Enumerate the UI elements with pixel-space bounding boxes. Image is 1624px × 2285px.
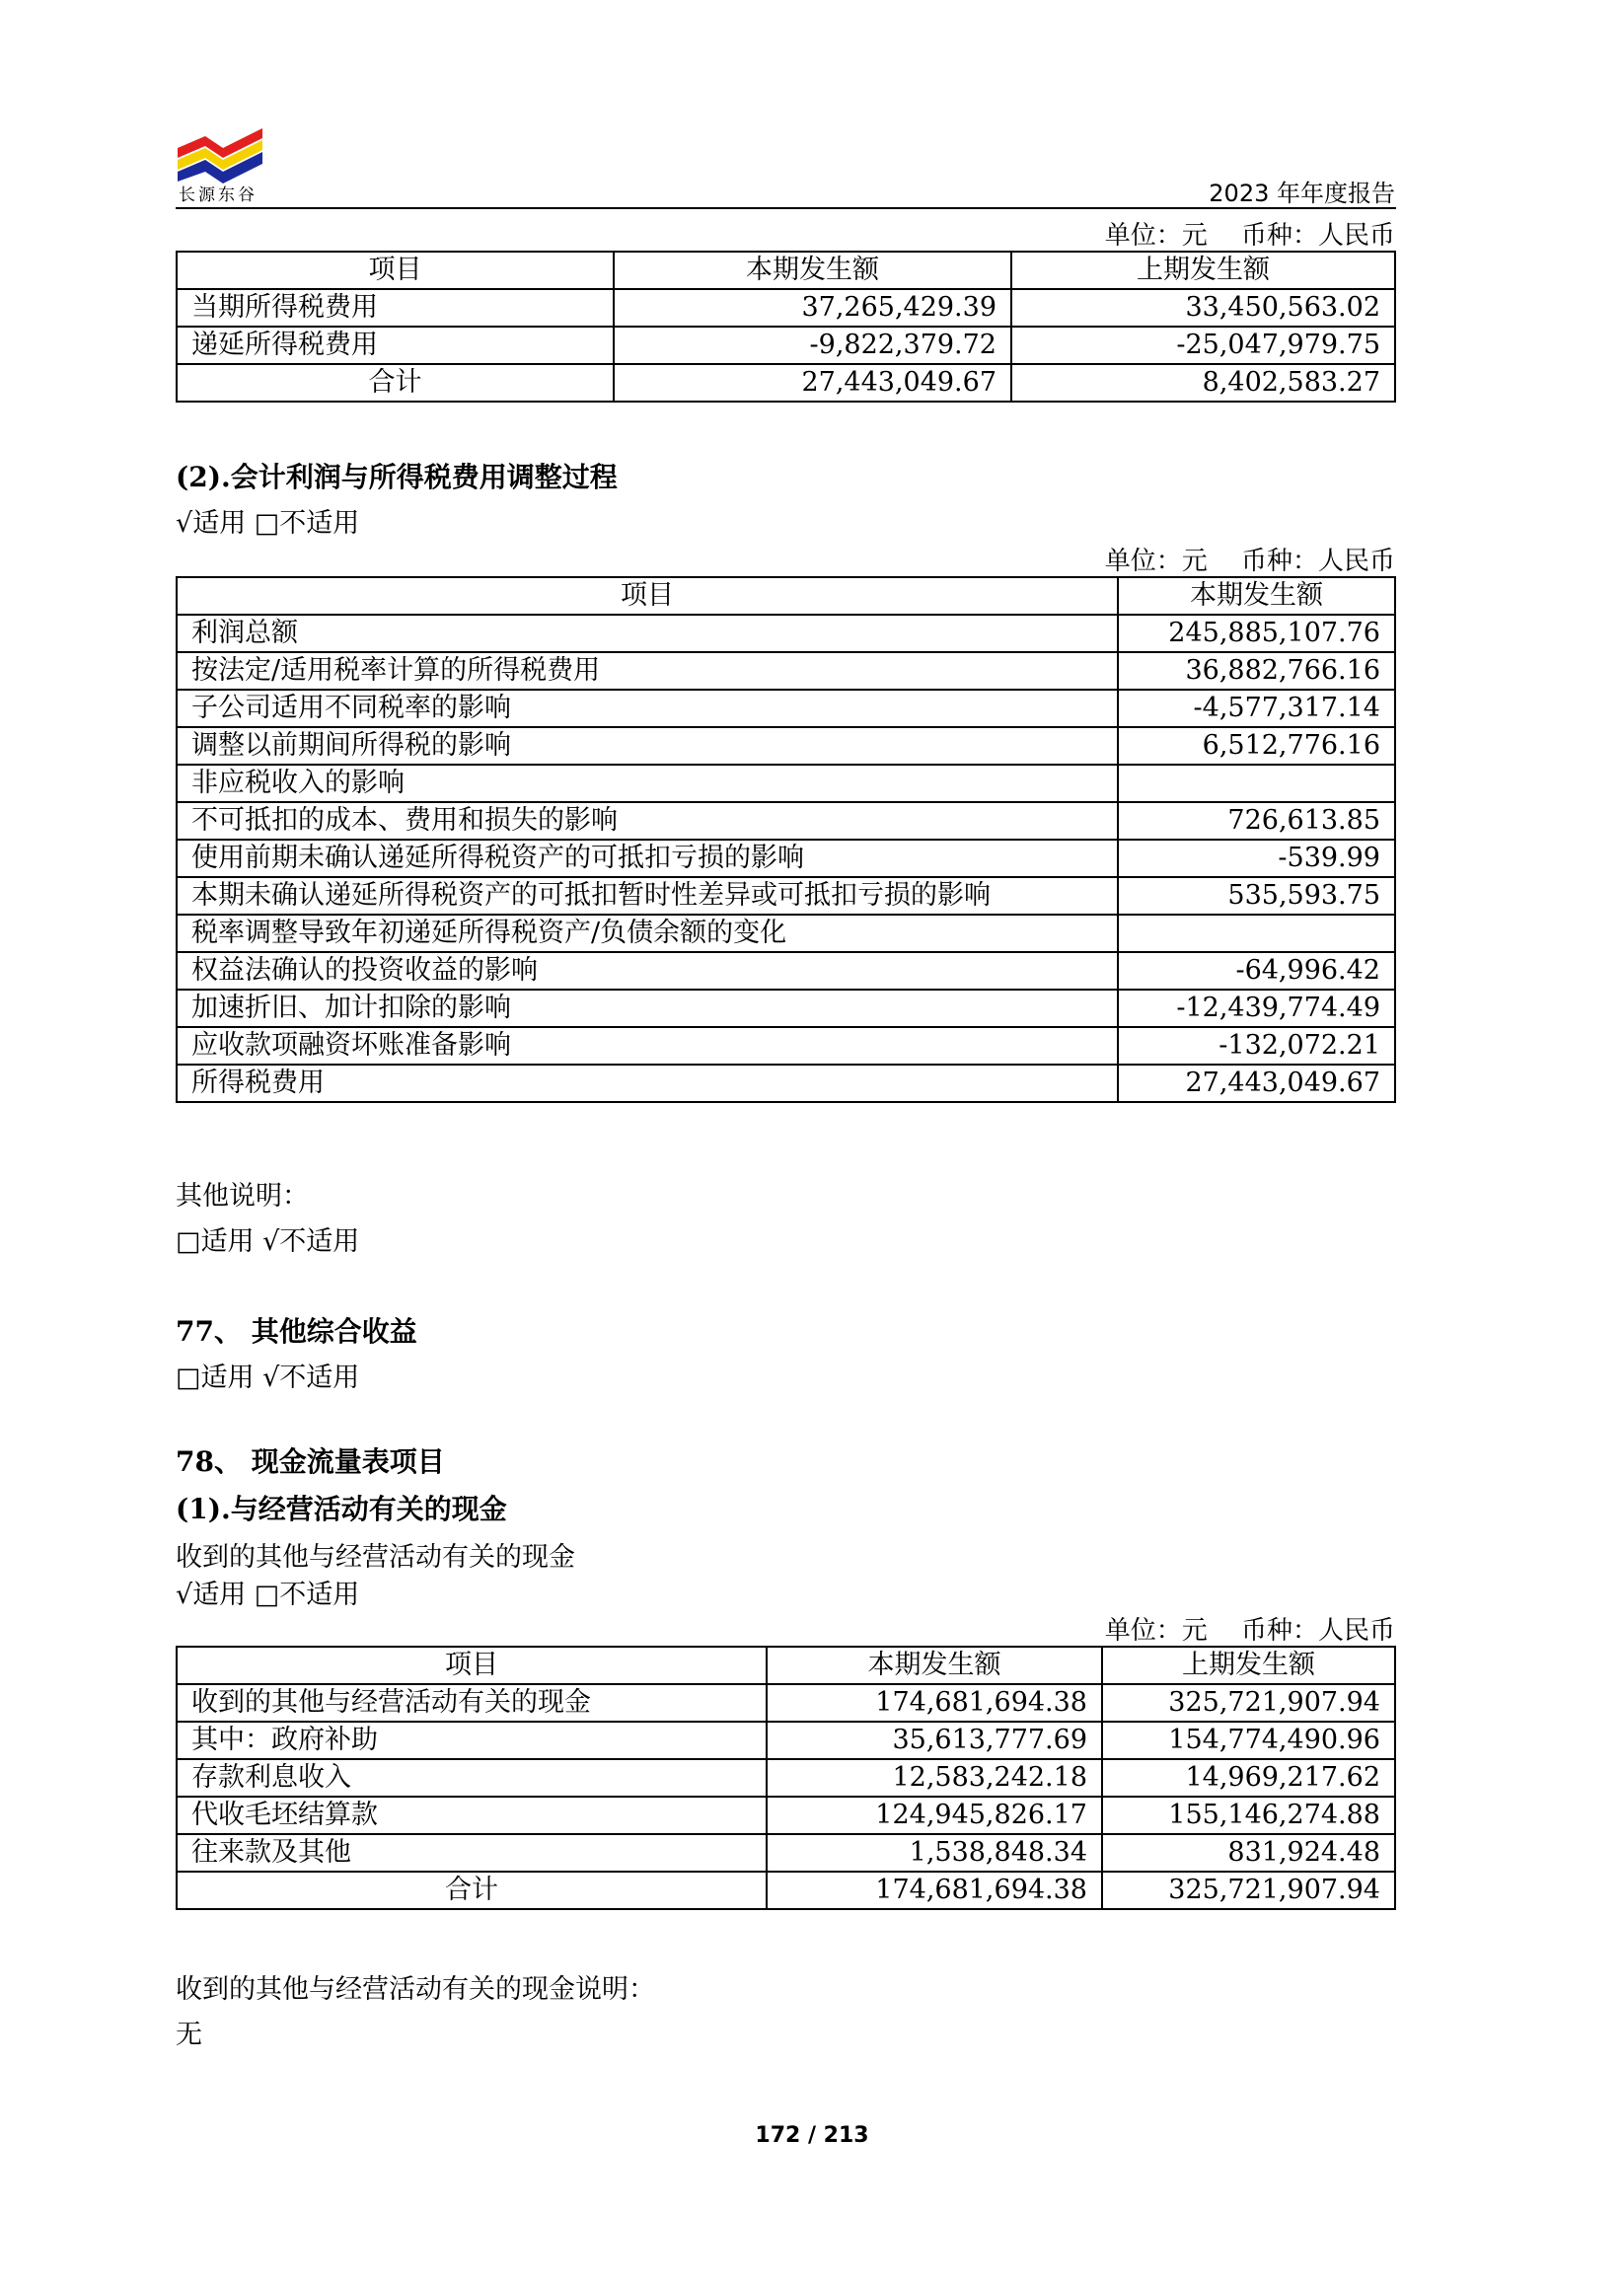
table-row — [177, 1065, 1395, 1102]
table-row — [177, 915, 1395, 952]
row-label: 按法定/适用税率计算的所得税费用 — [177, 652, 1118, 690]
current-period-value: -9,822,379.72 — [614, 327, 1011, 364]
header-cell: 本期发生额 — [767, 1647, 1102, 1684]
row-label: 本期未确认递延所得税资产的可抵扣暂时性差异或可抵扣亏损的影响 — [177, 877, 1118, 915]
table-header-row — [177, 577, 1395, 615]
section-heading: 78、 现金流量表项目 — [176, 1445, 445, 1478]
row-label: 税率调整导致年初递延所得税资产/负债余额的变化 — [177, 915, 1118, 952]
table-row — [177, 727, 1395, 765]
row-label: 当期所得税费用 — [177, 289, 614, 327]
row-label: 存款利息收入 — [177, 1759, 767, 1797]
table-row — [177, 327, 1395, 364]
row-value: 726,613.85 — [1118, 802, 1395, 840]
prior-period-value: 155,146,274.88 — [1102, 1797, 1395, 1834]
row-value: -132,072.21 — [1118, 1027, 1395, 1065]
table-row — [177, 1834, 1395, 1872]
table-row — [177, 1759, 1395, 1797]
unit-label: 单位：元 币种：人民币 — [1104, 547, 1395, 576]
current-period-value: 35,613,777.69 — [767, 1722, 1102, 1759]
header-cell: 项目 — [177, 1647, 767, 1684]
row-value: -539.99 — [1118, 840, 1395, 877]
tax-reconciliation-table — [176, 576, 1396, 1103]
row-label: 调整以前期间所得税的影响 — [177, 727, 1118, 765]
header-cell: 项目 — [177, 577, 1118, 615]
table-header-row — [177, 1647, 1395, 1684]
applicability-note: √适用 □不适用 — [176, 508, 360, 539]
header-cell: 上期发生额 — [1011, 252, 1395, 289]
header-divider — [176, 207, 1396, 209]
table-row — [177, 1797, 1395, 1834]
current-period-total: 174,681,694.38 — [767, 1872, 1102, 1909]
row-label: 收到的其他与经营活动有关的现金 — [177, 1684, 767, 1722]
table-row — [177, 1684, 1395, 1722]
row-label: 递延所得税费用 — [177, 327, 614, 364]
applicability-note: √适用 □不适用 — [176, 1580, 360, 1610]
row-label: 利润总额 — [177, 615, 1118, 652]
current-period-value: 12,583,242.18 — [767, 1759, 1102, 1797]
prior-period-value: -25,047,979.75 — [1011, 327, 1395, 364]
prior-period-value: 14,969,217.62 — [1102, 1759, 1395, 1797]
prior-period-value: 325,721,907.94 — [1102, 1684, 1395, 1722]
applicability-note: □适用 √不适用 — [176, 1226, 360, 1257]
row-value — [1118, 765, 1395, 802]
row-value: 36,882,766.16 — [1118, 652, 1395, 690]
row-label: 权益法确认的投资收益的影响 — [177, 952, 1118, 990]
prior-period-value: 33,450,563.02 — [1011, 289, 1395, 327]
row-value: 6,512,776.16 — [1118, 727, 1395, 765]
table-row — [177, 990, 1395, 1027]
table-row — [177, 765, 1395, 802]
table-row — [177, 952, 1395, 990]
row-label: 使用前期未确认递延所得税资产的可抵扣亏损的影响 — [177, 840, 1118, 877]
current-period-value: 1,538,848.34 — [767, 1834, 1102, 1872]
row-label: 不可抵扣的成本、费用和损失的影响 — [177, 802, 1118, 840]
row-label: 其中：政府补助 — [177, 1722, 767, 1759]
row-value: 27,443,049.67 — [1118, 1065, 1395, 1102]
income-tax-expense-table — [176, 251, 1396, 403]
table-row — [177, 289, 1395, 327]
prior-period-total: 325,721,907.94 — [1102, 1872, 1395, 1909]
header-cell: 本期发生额 — [1118, 577, 1395, 615]
table-row — [177, 840, 1395, 877]
row-value: -64,996.42 — [1118, 952, 1395, 990]
sub-heading: (1).与经营活动有关的现金 — [176, 1493, 507, 1525]
row-label: 非应税收入的影响 — [177, 765, 1118, 802]
other-notes-label: 其他说明： — [176, 1181, 309, 1212]
total-label: 合计 — [177, 364, 614, 402]
applicability-note: □适用 √不适用 — [176, 1363, 360, 1393]
row-label: 往来款及其他 — [177, 1834, 767, 1872]
row-value — [1118, 915, 1395, 952]
row-value: -12,439,774.49 — [1118, 990, 1395, 1027]
logo-text: 长源东谷 — [179, 185, 258, 205]
table-header-row — [177, 252, 1395, 289]
section-heading: (2).会计利润与所得税费用调整过程 — [176, 461, 618, 493]
report-title: 2023 年年度报告 — [1209, 180, 1395, 207]
table-row — [177, 1027, 1395, 1065]
table-row — [177, 690, 1395, 727]
row-label: 子公司适用不同税率的影响 — [177, 690, 1118, 727]
total-label: 合计 — [177, 1872, 767, 1909]
row-label: 应收款项融资坏账准备影响 — [177, 1027, 1118, 1065]
unit-label: 单位：元 币种：人民币 — [1104, 221, 1395, 251]
section-heading: 77、 其他综合收益 — [176, 1315, 417, 1348]
unit-label: 单位：元 币种：人民币 — [1104, 1616, 1395, 1646]
row-label: 代收毛坯结算款 — [177, 1797, 767, 1834]
header-cell: 本期发生额 — [614, 252, 1011, 289]
row-label: 所得税费用 — [177, 1065, 1118, 1102]
table-total-row — [177, 364, 1395, 402]
header-cell: 项目 — [177, 252, 614, 289]
row-value: 535,593.75 — [1118, 877, 1395, 915]
operating-cash-table — [176, 1646, 1396, 1910]
page-number: 172 / 213 — [755, 2123, 869, 2148]
row-value: -4,577,317.14 — [1118, 690, 1395, 727]
table-row — [177, 652, 1395, 690]
table-row — [177, 1722, 1395, 1759]
current-period-total: 27,443,049.67 — [614, 364, 1011, 402]
cash-note-value: 无 — [176, 2020, 202, 2050]
row-label: 加速折旧、加计扣除的影响 — [177, 990, 1118, 1027]
table-caption: 收到的其他与经营活动有关的现金 — [176, 1542, 575, 1573]
row-value: 245,885,107.76 — [1118, 615, 1395, 652]
prior-period-total: 8,402,583.27 — [1011, 364, 1395, 402]
table-row — [177, 802, 1395, 840]
current-period-value: 37,265,429.39 — [614, 289, 1011, 327]
prior-period-value: 831,924.48 — [1102, 1834, 1395, 1872]
header-cell: 上期发生额 — [1102, 1647, 1395, 1684]
table-total-row — [177, 1872, 1395, 1909]
cash-note-label: 收到的其他与经营活动有关的现金说明： — [176, 1974, 655, 2005]
table-row — [177, 877, 1395, 915]
current-period-value: 174,681,694.38 — [767, 1684, 1102, 1722]
current-period-value: 124,945,826.17 — [767, 1797, 1102, 1834]
prior-period-value: 154,774,490.96 — [1102, 1722, 1395, 1759]
table-row — [177, 615, 1395, 652]
